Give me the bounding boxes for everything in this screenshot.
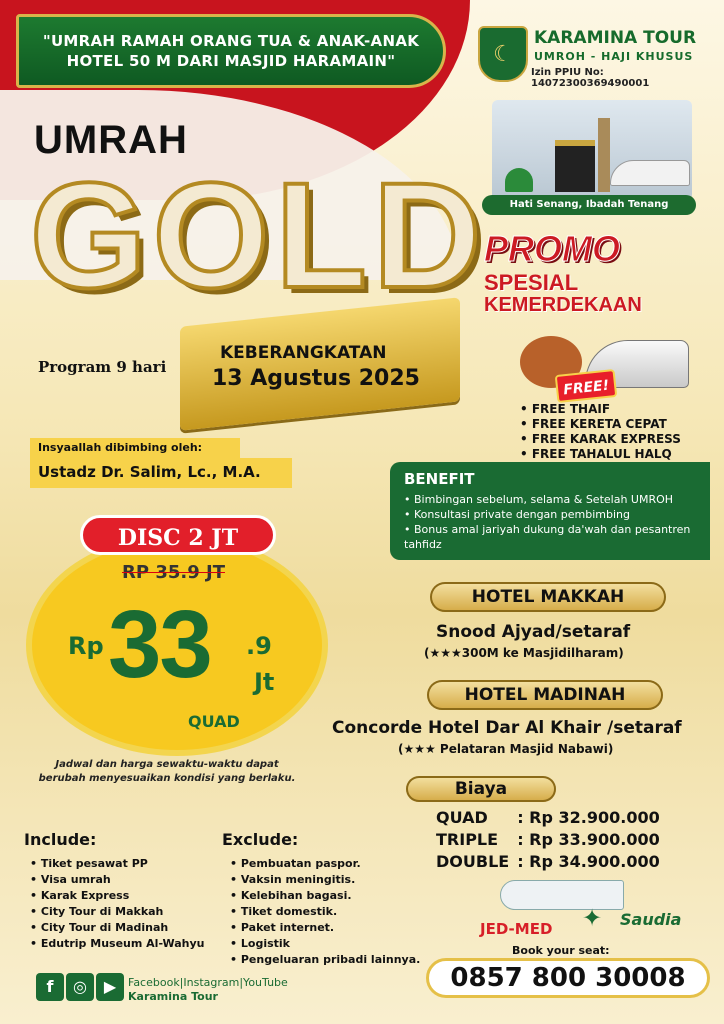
airplane-icon bbox=[500, 880, 624, 910]
price-currency: Rp bbox=[68, 632, 104, 660]
green-dome-icon bbox=[505, 168, 533, 192]
book-label: Book your seat: bbox=[512, 944, 610, 957]
departure-label: KEBERANGKATAN bbox=[220, 343, 387, 363]
gold-title: GOLD bbox=[30, 151, 488, 319]
list-item: • Edutrip Museum Al-Wahyu bbox=[30, 936, 205, 952]
room-price: : Rp 34.900.000 bbox=[517, 851, 660, 871]
price-note: Jadwal dan harga sewaktu-waktu dapat berubah menyesuaikan kondisi yang berlaku. bbox=[38, 759, 296, 784]
free-badge: FREE! bbox=[555, 369, 618, 403]
license-number: Izin PPIU No: 14072300369490001 bbox=[531, 67, 650, 89]
brand-logo-icon: ☾ bbox=[478, 26, 528, 82]
instagram-icon[interactable]: ◎ bbox=[66, 973, 94, 1001]
brand-subtitle: UMROH - HAJI KHUSUS bbox=[534, 50, 694, 63]
table-row bbox=[432, 850, 664, 872]
flight-route: JED-MED bbox=[480, 920, 553, 938]
room-type: TRIPLE bbox=[436, 829, 499, 849]
list-item: • Pembuatan paspor. bbox=[230, 856, 420, 872]
benefit-box bbox=[390, 462, 710, 560]
banner-line-2: HOTEL 50 M DARI MASJID HARAMAIN" bbox=[66, 52, 396, 70]
discount-label: DISC 2 JT bbox=[80, 515, 276, 555]
kaaba-icon bbox=[555, 140, 595, 192]
list-item: • Vaksin meningitis. bbox=[230, 872, 420, 888]
list-item: • Konsultasi private dengan pembimbing bbox=[404, 507, 696, 522]
list-item: • FREE THAIF bbox=[520, 402, 681, 417]
list-item: • Tiket domestik. bbox=[230, 904, 420, 920]
hotel-makkah-name: Snood Ajyad/setaraf bbox=[436, 622, 631, 642]
price-room-type: QUAD bbox=[188, 712, 240, 731]
benefit-title: BENEFIT bbox=[404, 470, 475, 488]
social-handle: Karamina Tour bbox=[128, 990, 218, 1003]
list-item: • Visa umrah bbox=[30, 872, 205, 888]
hotel-makkah-detail: (★★★300M ke Masjidilharam) bbox=[424, 646, 624, 660]
benefit-list bbox=[404, 492, 696, 552]
list-item: • FREE KARAK EXPRESS bbox=[520, 432, 681, 447]
cost-label: Biaya bbox=[406, 776, 556, 802]
train-icon bbox=[610, 160, 690, 186]
free-list bbox=[520, 402, 681, 462]
clock-tower-icon bbox=[598, 118, 610, 192]
facebook-icon[interactable]: f bbox=[36, 973, 64, 1001]
list-item: • Logistik bbox=[230, 936, 420, 952]
old-price: RP 35.9 JT bbox=[122, 562, 225, 583]
room-price: : Rp 32.900.000 bbox=[517, 807, 660, 827]
room-type: DOUBLE bbox=[436, 851, 510, 871]
top-banner bbox=[16, 14, 446, 88]
price-unit: Jt bbox=[254, 668, 275, 696]
youtube-icon[interactable]: ▶ bbox=[96, 973, 124, 1001]
list-item: • Paket internet. bbox=[230, 920, 420, 936]
price-main: 33 bbox=[108, 591, 211, 698]
promo-subheading-2: KEMERDEKAAN bbox=[484, 294, 642, 316]
table-row bbox=[432, 828, 664, 850]
price-decimal: .9 bbox=[246, 632, 272, 660]
list-item: • City Tour di Madinah bbox=[30, 920, 205, 936]
list-item: • FREE KERETA CEPAT bbox=[520, 417, 681, 432]
include-title: Include: bbox=[24, 830, 97, 849]
departure-date: 13 Agustus 2025 bbox=[212, 366, 420, 391]
promo-heading: PROMO bbox=[484, 228, 621, 269]
list-item: • Karak Express bbox=[30, 888, 205, 904]
hotel-madinah-detail: (★★★ Pelataran Masjid Nabawi) bbox=[398, 742, 614, 756]
cost-table bbox=[432, 806, 664, 872]
room-type: QUAD bbox=[436, 807, 488, 827]
banner-line-1: "UMRAH RAMAH ORANG TUA & ANAK-ANAK bbox=[42, 32, 420, 50]
social-platforms: Facebook|Instagram|YouTube bbox=[128, 976, 288, 989]
saudia-logo-icon: ✦ bbox=[582, 904, 603, 932]
guide-name: Ustadz Dr. Salim, Lc., M.A. bbox=[30, 458, 292, 488]
exclude-list bbox=[230, 856, 420, 968]
tagline: Hati Senang, Ibadah Tenang bbox=[482, 195, 696, 215]
list-item: • FREE TAHALUL HALQ bbox=[520, 447, 681, 462]
hotel-madinah-label: HOTEL MADINAH bbox=[427, 680, 663, 710]
list-item: • Tiket pesawat PP bbox=[30, 856, 205, 872]
phone-number[interactable]: 0857 800 30008 bbox=[426, 958, 710, 998]
exclude-title: Exclude: bbox=[222, 830, 299, 849]
hotel-madinah-name: Concorde Hotel Dar Al Khair /setaraf bbox=[332, 718, 682, 738]
hotel-makkah-label: HOTEL MAKKAH bbox=[430, 582, 666, 612]
program-duration: Program 9 hari bbox=[38, 358, 167, 376]
list-item: • Bonus amal jariyah dukung da'wah dan pesantren tahfidz bbox=[404, 522, 696, 552]
airline-name: Saudia bbox=[620, 910, 682, 929]
umrah-title: UMRAH bbox=[34, 118, 188, 162]
brand-name: KARAMINA TOUR bbox=[534, 28, 697, 48]
promo-subheading: SPESIAL bbox=[484, 270, 579, 295]
list-item: • Bimbingan sebelum, selama & Setelah UMROH bbox=[404, 492, 696, 507]
list-item: • City Tour di Makkah bbox=[30, 904, 205, 920]
include-list bbox=[30, 856, 205, 952]
room-price: : Rp 33.900.000 bbox=[517, 829, 660, 849]
table-row bbox=[432, 806, 664, 828]
list-item: • Kelebihan bagasi. bbox=[230, 888, 420, 904]
guide-label: Insyaallah dibimbing oleh: bbox=[30, 438, 240, 458]
list-item: • Pengeluaran pribadi lainnya. bbox=[230, 952, 420, 968]
